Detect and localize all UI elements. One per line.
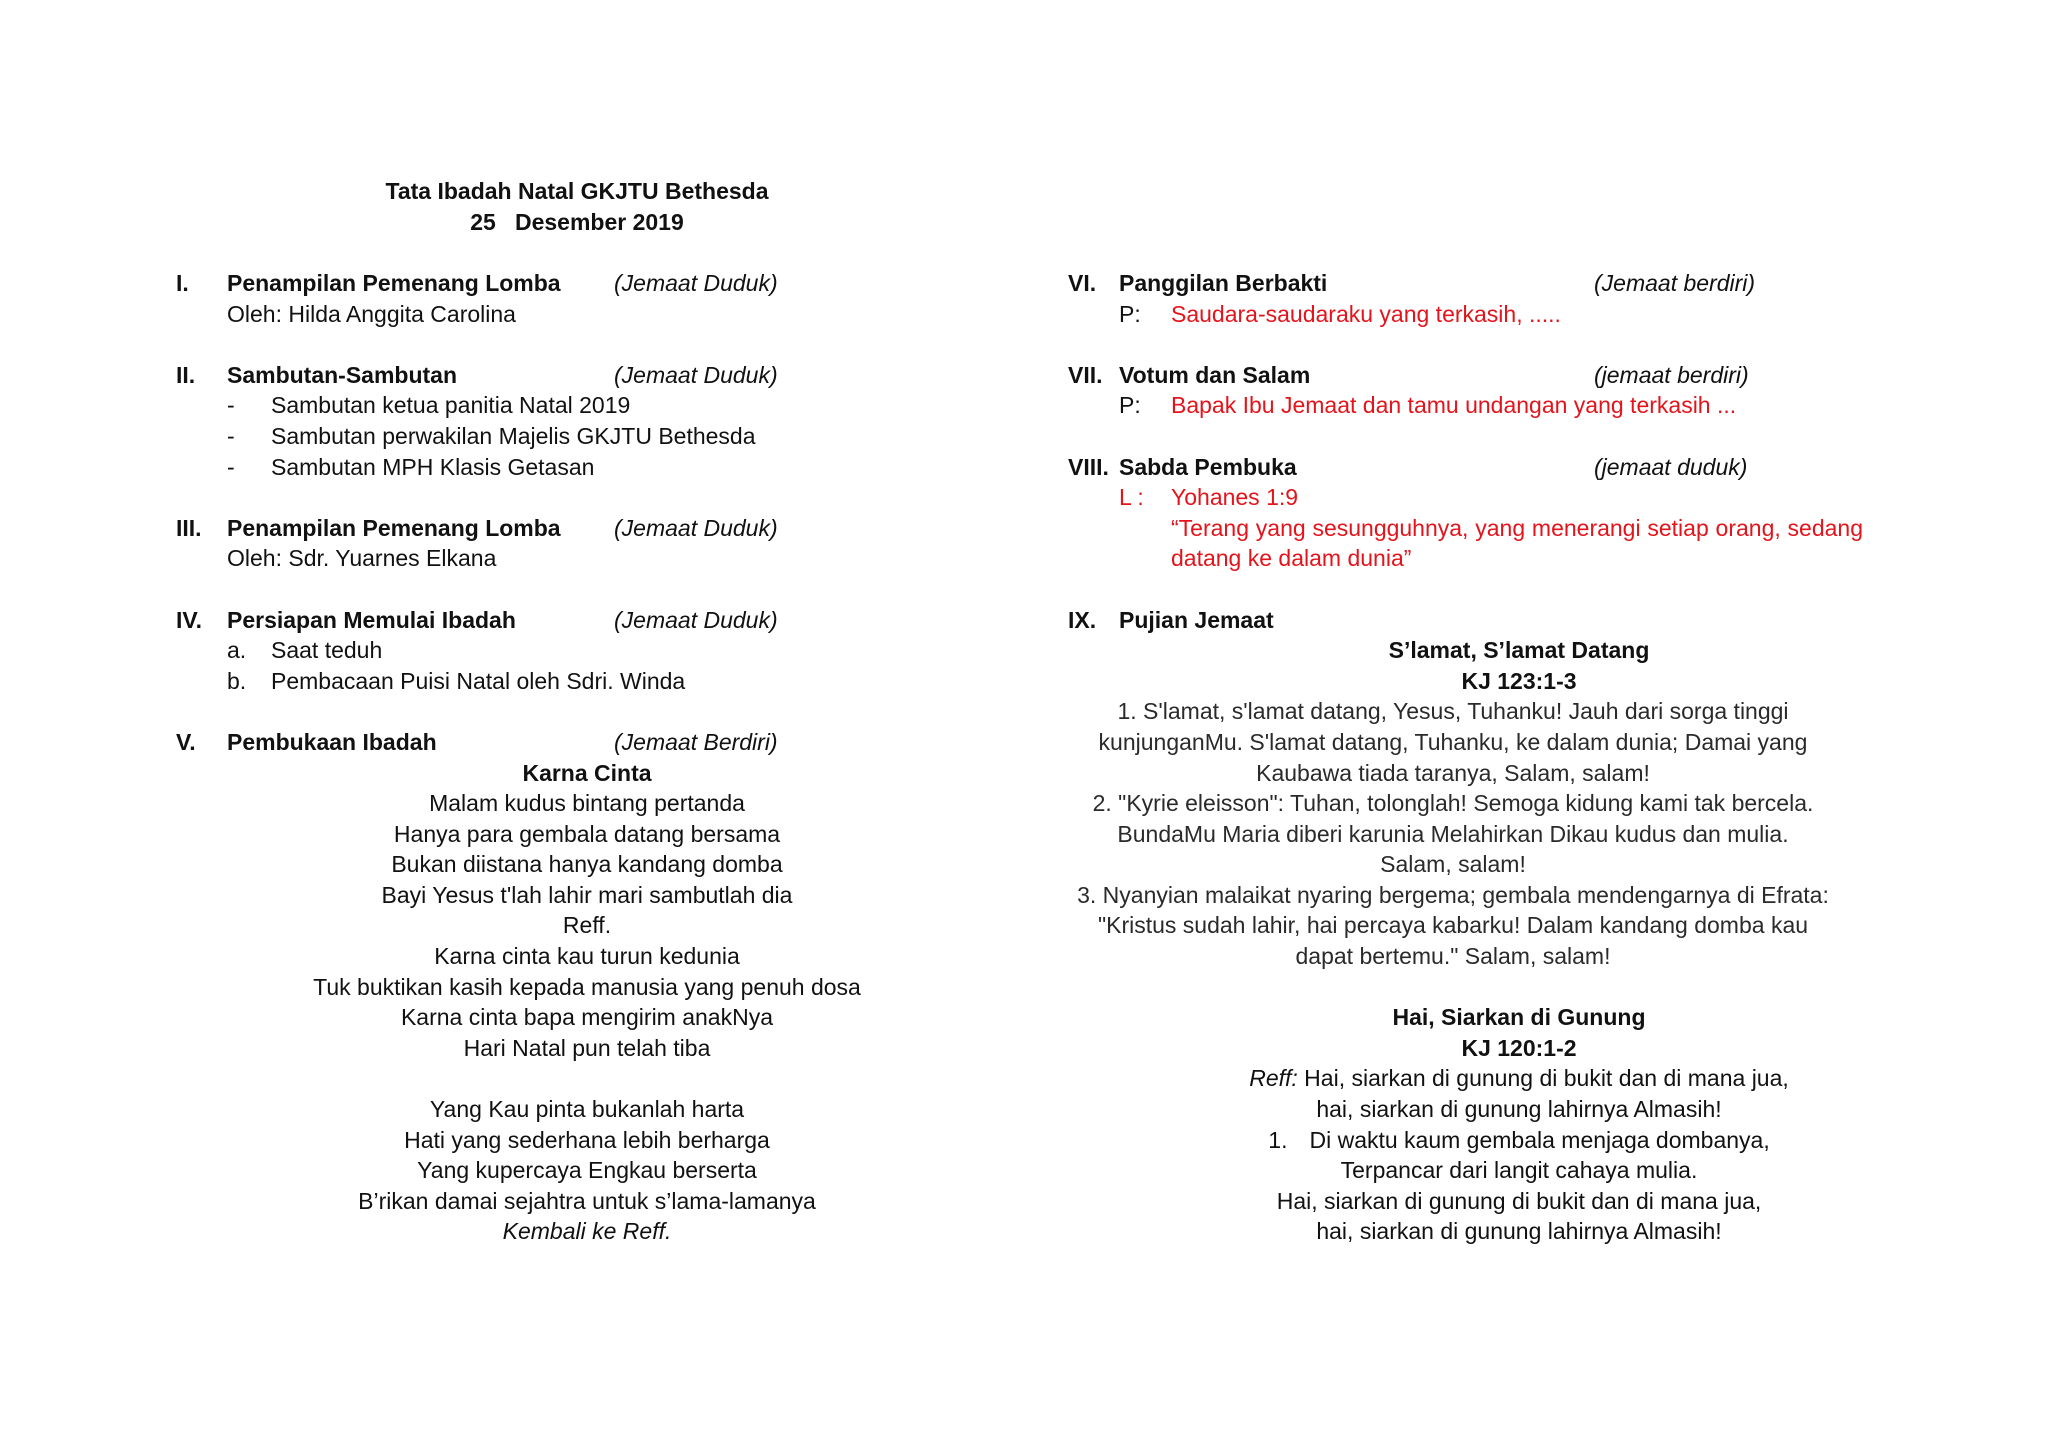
list-item: [176, 635, 896, 666]
section-number: III.: [176, 514, 202, 541]
section-title: Sabda Pembuka: [1119, 453, 1297, 480]
section-2: [176, 360, 896, 482]
section-title: Sambutan-Sambutan: [227, 361, 458, 388]
lyric-line: B’rikan damai sejahtra untuk s’lama-lamanya: [358, 1187, 816, 1214]
section-number: V.: [176, 728, 196, 755]
lyric-line: kunjunganMu. S'lamat datang, Tuhanku, ke dalam dunia; Damai yang: [1098, 728, 1808, 755]
lyric-line: Hanya para gembala datang bersama: [393, 820, 781, 847]
section-title: Panggilan Berbakti: [1119, 270, 1328, 296]
list-marker: -: [227, 392, 235, 419]
list-marker: a.: [227, 637, 247, 664]
section-number: II.: [176, 361, 196, 388]
liturgy-text: Bapak Ibu Jemaat dan tamu undangan yang terkasih ...: [1171, 392, 1737, 419]
lyric-line: Terpancar dari langit cahaya mulia.: [1340, 1157, 1698, 1184]
list-item-text: Sambutan perwakilan Majelis GKJTU Bethesda: [271, 422, 756, 449]
speaker-label: P:: [1119, 392, 1141, 419]
performer-line: Oleh: Sdr. Yuarnes Elkana: [227, 545, 497, 572]
song-title: Karna Cinta: [522, 759, 652, 786]
lyric-line: BundaMu Maria diberi karunia Melahirkan Dikau kudus dan mulia.: [1117, 820, 1789, 847]
lyric-line: 3. Nyanyian malaikat nyaring bergema; gembala mendengarnya di Efrata:: [1077, 881, 1829, 908]
reff-line: [1119, 1063, 1919, 1094]
posture-note: (jemaat berdiri): [1594, 361, 1749, 388]
lyric-line: Hari Natal pun telah tiba: [463, 1034, 711, 1061]
list-marker: -: [227, 453, 235, 480]
hymn-1-lyrics: [1028, 696, 1878, 1002]
lyric-line: Bukan diistana hanya kandang domba: [391, 851, 783, 878]
section-title: Votum dan Salam: [1119, 361, 1311, 388]
list-item-text: Sambutan ketua panitia Natal 2019: [271, 392, 631, 419]
lyric-line: Reff.: [562, 912, 612, 939]
lyric-line: Bayi Yesus t'lah lahir mari sambutlah dia: [381, 881, 793, 908]
section-title: Penampilan Pemenang Lomba: [227, 270, 561, 296]
lyric-line: hai, siarkan di gunung lahirnya Almasih!: [1316, 1218, 1722, 1245]
hymn-title: Hai, Siarkan di Gunung: [1392, 1004, 1646, 1031]
speaker-label: L :: [1119, 484, 1144, 511]
lyric-line: Salam, salam!: [1380, 851, 1526, 878]
section-1: [176, 268, 896, 329]
lyric-line: Yang kupercaya Engkau berserta: [417, 1157, 757, 1184]
section-title: Penampilan Pemenang Lomba: [227, 514, 561, 541]
lyric-line: 1. S'lamat, s'lamat datang, Yesus, Tuhanku! Jauh dari sorga tinggi: [1117, 698, 1789, 725]
section-7: [1068, 360, 1888, 421]
section-title: Persiapan Memulai Ibadah: [227, 606, 516, 633]
lyric-line: Kaubawa tiada taranya, Salam, salam!: [1256, 759, 1650, 786]
posture-note: (Jemaat Berdiri): [614, 728, 778, 755]
section-5: [176, 727, 896, 1247]
list-item: [176, 666, 896, 697]
section-number: VII.: [1068, 361, 1103, 388]
section-number: I.: [176, 270, 189, 296]
list-marker: -: [227, 422, 235, 449]
liturgy-line: [1068, 390, 1888, 421]
reff-label: Reff:: [1249, 1065, 1298, 1092]
posture-note: (Jemaat Duduk): [614, 270, 778, 296]
liturgy-text: Saudara-saudaraku yang terkasih, .....: [1171, 300, 1561, 327]
lyric-line: Malam kudus bintang pertanda: [429, 790, 745, 817]
list-marker: b.: [227, 667, 247, 694]
section-number: VIII.: [1068, 453, 1109, 480]
posture-note: (Jemaat berdiri): [1594, 270, 1756, 296]
section-8: [1068, 452, 1888, 574]
speaker-label: P:: [1119, 300, 1141, 327]
section-number: VI.: [1068, 270, 1097, 296]
performer-line: Oleh: Hilda Anggita Carolina: [227, 300, 516, 327]
service-date: 25 Desember 2019: [470, 209, 684, 235]
verse-line: [1119, 1125, 1919, 1156]
section-number: IV.: [176, 606, 203, 633]
hymn-1: [1068, 635, 1919, 696]
section-4: [176, 605, 896, 697]
list-item-text: Sambutan MPH Klasis Getasan: [271, 453, 595, 480]
document-title: [176, 176, 978, 238]
list-item: [176, 390, 896, 421]
lyric-line: Karna cinta kau turun kedunia: [434, 943, 740, 970]
verse-number: 1.: [1268, 1126, 1288, 1153]
lyric-line: dapat bertemu." Salam, salam!: [1295, 943, 1611, 970]
blank-line: [227, 1063, 947, 1094]
reff-text: Hai, siarkan di gunung di bukit dan di mana jua,: [1297, 1065, 1789, 1092]
section-number: IX.: [1068, 606, 1097, 633]
lyric-text: Di waktu kaum gembala menjaga dombanya,: [1309, 1126, 1770, 1153]
hymn-title: S’lamat, S’lamat Datang: [1388, 637, 1650, 664]
section-3: [176, 513, 896, 574]
left-column: [176, 268, 896, 1278]
right-column: [1068, 268, 1888, 1278]
posture-note: (Jemaat Duduk): [614, 361, 778, 388]
section-6: [1068, 268, 1888, 329]
posture-note: (Jemaat Duduk): [614, 514, 778, 541]
lyric-line: "Kristus sudah lahir, hai percaya kabarku! Dalam kandang domba kau: [1097, 912, 1809, 939]
lyric-line: Hai, siarkan di gunung di bukit dan di mana jua,: [1276, 1187, 1762, 1214]
blank-line: [1028, 972, 1878, 1003]
scripture-quote: “Terang yang sesungguhnya, yang menerangi setiap orang, sedang datang ke dalam dunia”: [1171, 514, 1863, 572]
section-9: [1068, 605, 1888, 1247]
list-item: [176, 452, 896, 483]
list-item-text: Saat teduh: [271, 637, 383, 664]
liturgy-line: [1068, 299, 1888, 330]
liturgy-line: [1068, 482, 1888, 513]
list-item: [176, 421, 896, 452]
posture-note: (jemaat duduk): [1594, 453, 1748, 480]
lyric-line: 2. "Kyrie eleisson": Tuhan, tolonglah! Semoga kidung kami tak bercela.: [1092, 790, 1814, 817]
lyric-line: hai, siarkan di gunung lahirnya Almasih!: [1316, 1096, 1722, 1123]
service-title: Tata Ibadah Natal GKJTU Bethesda: [385, 178, 769, 204]
hymn-2: [1068, 1002, 1919, 1247]
lyric-line: Karna cinta bapa mengirim anakNya: [400, 1004, 774, 1031]
reff-instruction: Kembali ke Reff.: [502, 1218, 672, 1245]
scripture-reference: Yohanes 1:9: [1171, 484, 1299, 511]
lyric-line: Hati yang sederhana lebih berharga: [404, 1126, 770, 1153]
hymn-reference: KJ 120:1-2: [1461, 1034, 1577, 1061]
hymn-reference: KJ 123:1-3: [1461, 667, 1577, 694]
song-lyrics: [176, 758, 947, 1248]
posture-note: (Jemaat Duduk): [614, 606, 778, 633]
lyric-line: Yang Kau pinta bukanlah harta: [429, 1096, 745, 1123]
section-title: Pembukaan Ibadah: [227, 728, 437, 755]
section-title: Pujian Jemaat: [1119, 606, 1274, 633]
lyric-line: Tuk buktikan kasih kepada manusia yang penuh dosa: [313, 973, 861, 1000]
list-item-text: Pembacaan Puisi Natal oleh Sdri. Winda: [271, 667, 686, 694]
